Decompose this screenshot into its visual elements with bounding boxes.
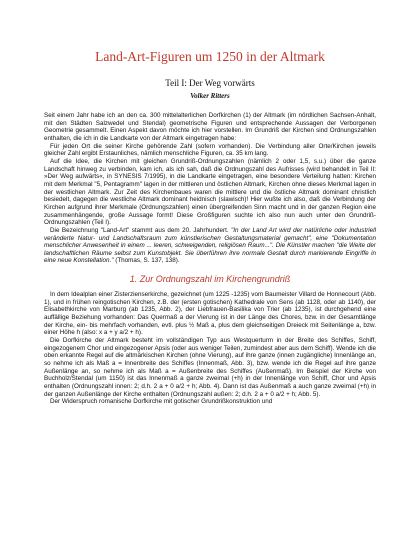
section-1-paragraph-1: In dem Idealplan einer Zisterzienserkirche, gezeichnet (um 1225 -1235) vom Baumeister Villard de Honnecourt (Abb. 1), und in frühen reingotischen Kirchen, z.B. der (ersten gotischen) Kathedrale von Sens (ab 1128, oder ab 1140), der Elisabethkirche von Marburg (ab 1235, Abb. 2), der Liebfrauen-Basilika von Trier (ab 1235), ist durchgehend eine auffällige Beziehung vorhanden: Das Quermaß a der Vierung ist in der Länge des Chores, bzw. in der Gesamtlänge der Kirche, ein- bis mehrfach vorhanden, evtl. plus ½ Maß a, plus dem gleichseitigen Dreieck mit Seitenlänge a, bzw. einer Höhe h (also: x a + y a/2 + h). (44, 291, 376, 337)
article-subtitle: Teil I: Der Weg vorwärts (165, 78, 255, 88)
article-author: Volker Ritters (190, 92, 230, 100)
land-art-source: (Thomas, S. 137, 138). (113, 257, 180, 265)
section-1-paragraph-2: Die Dorfkirche der Altmark besteht im vollständigen Typ aus Westquerturm in der Breite des Schiffes, Schiff, eingezogenem Chor und eingezogener Apsis (oder aus weniger Teilen, zumindest aber aus dem Schiff). Wende ich die oben erkannte Regel auf die altmärkischen Kirchen (ohne Vierung), auf ihre ganze (innen zugängliche) Innenlänge an, so nehme ich als Maß a = Innenbreite des Schiffes (Innenmaß, Abb. 3), bzw. wende ich die Regel auf ihre ganze Außenlänge an, so nehme ich als Maß a = Außenbreite des Schiffes (Außenmaß). Im Beispiel der Kirche von Buchholz/Stendal (um 1150) ist das Innenmaß a ganze zweimal (+h) in der Innenlänge von Schiff, Chor und Apsis enthalten (Ordnungszahl innen: 2; d.h. 2 a + 0 a/2 + h; Abb. 4). Dann ist das Außenmaß a auch ganze zweimal (+h) in der ganzen Außenlänge der Kirche enthalten (Ordnungszahl außen: 2; d.h. 2 a + 0 a/2 + h; Abb. 5). (44, 337, 376, 398)
section-1-paragraph-3: Der Widerspruch romanische Dorfkirche mit gotischer Grundrißkonstruktion und (50, 398, 273, 406)
land-art-quote: "In der Land Art wird der natürliche oder industriell veränderte Natur- und Landschaftsraum zum künstlerischen Gestaltungsmaterial gemacht", eine "Dokumentation menschlicher Anwesenheit in einem ... leeren, schweigenden, religiösen Raum...". Die Künstler machen "die Weite der landschaftlichen Räume selbst zum Kunstobjekt. Sie überführen ihre normale Gestalt durch markierende Eingriffe in eine neue Konstellation." (44, 226, 376, 265)
intro-paragraph-1: Seit einem Jahr habe ich an den ca. 300 mittelalterlichen Dorfkirchen (1) der Altmark (im nördlichen Sachsen-Anhalt, mit den Städten Salzwedel und Stendal) geometrische Figuren und entsprechende Aussagen der Verborgenen Geometrie gesammelt. Einen Aspekt davon möchte ich hier vorstellen. Im Grundriß der Kirchen sind Ordnungszahlen enthalten, die ich in die Landkarte von der Altmark eingetragen habe: (44, 112, 376, 142)
section-1-heading: 1. Zur Ordnungszahl im Kirchengrundriß (129, 274, 291, 285)
article-body (44, 112, 376, 406)
article-title: Land-Art-Figuren um 1250 in der Altmark (95, 49, 325, 64)
intro-paragraph-2: Für jeden Ort die seiner Kirche gehörende Zahl (sofern vorhanden). Die Verbindung aller Orte/Kirchen jeweils gleicher Zahl ergibt Erstaunliches, nämlich menschliche Figuren, ca. 35 km lang. (44, 142, 376, 158)
intro-paragraph-3: Auf die Idee, die Kirchen mit gleichen Grundriß-Ordnungszahlen (nämlich 2 oder 1,5, s.u.) über die ganze Landschaft hinweg zu verbinden, kam ich, als ich sah, daß die Ordnungszahl des Aufrisses (wird behandelt in Teil II: »Der Weg aufwärts«, in SYNESIS 7/1995), in die Landkarte eingetragen, eine besondere Verteilung hatten: Kirchen mit dem Merkmal "5, Pentagramm" lagen in der mittleren und östlichen Altmark, Kirchen ohne dieses Merkmal lagen in der westlichen Altmark. Zur Zeit des Kirchenbaues waren die mittlere und die östliche Altmark dominant christlich besiedelt, dagegen die westliche Altmark dominant heidnisch (slawisch)! Hier wußte ich also, daß die Verbindung der Kirchen aufgrund ihrer Merkmale (Ordnungszahlen) einen übergreifenden Sinn macht und in der ganzen Region eine zusammenhängende, große Aussage formt! Diese Großfiguren suchte ich also nun auch unter den Grundriß-Ordnungszahlen (Teil I). (44, 157, 376, 227)
intro-paragraph-4 (44, 227, 376, 265)
land-art-lead: Die Bezeichnung "Land-Art" stammt aus dem 20. Jahrhundert. (50, 226, 232, 234)
